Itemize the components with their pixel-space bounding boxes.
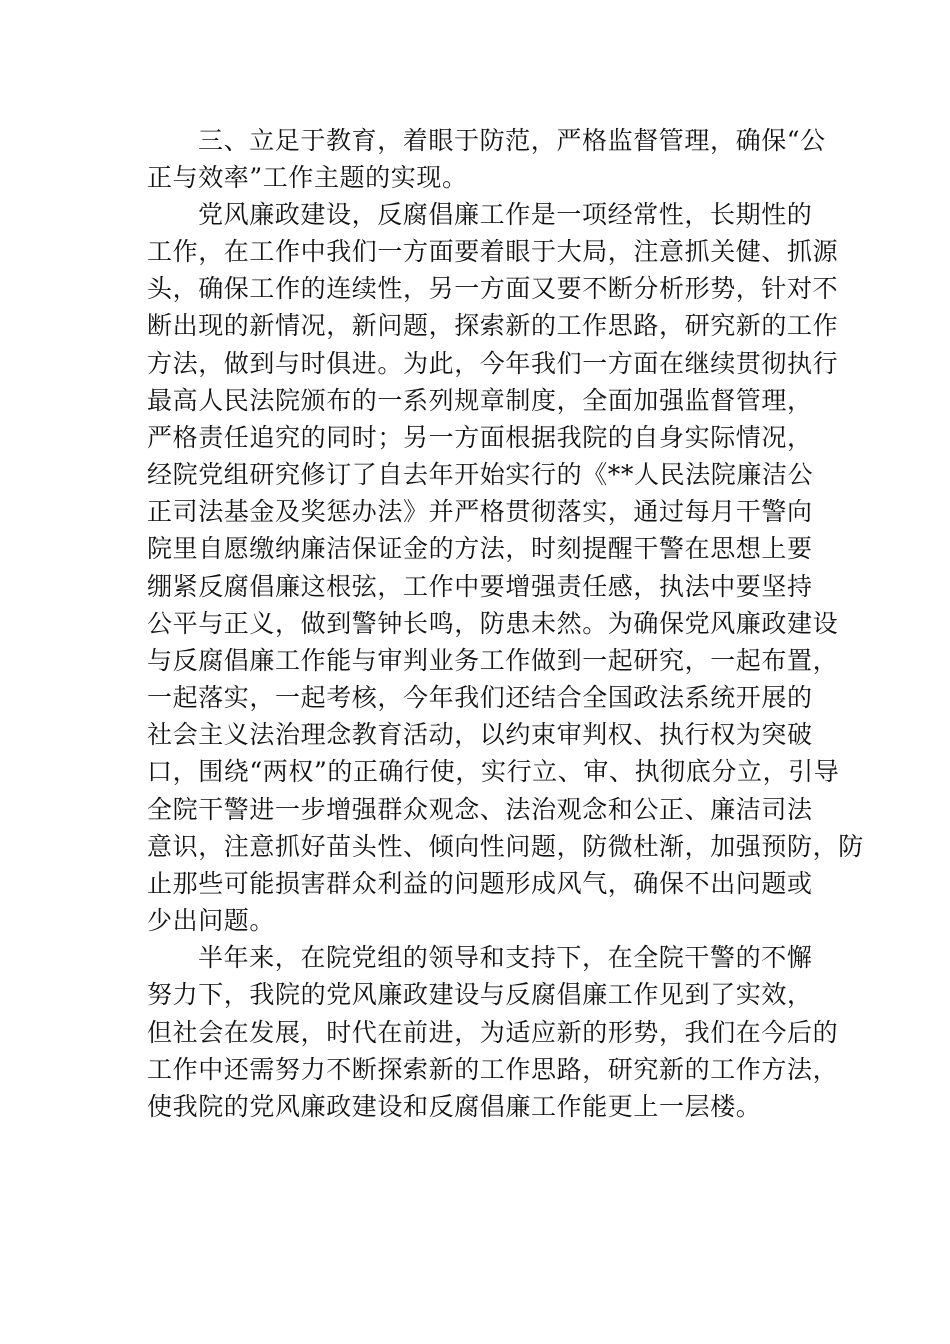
text-line: 工作中还需努力不断探索新的工作思路，研究新的工作方法， (147, 1055, 839, 1084)
text-line: 最高人民法院颁布的一系列规章制度，全面加强监督管理， (147, 386, 813, 415)
text-line: 三、立足于教育，着眼于防范，严格监督管理，确保“公 (198, 126, 826, 155)
text-line: 与反腐倡廉工作能与审判业务工作做到一起研究，一起布置， (147, 646, 839, 675)
text-line: 头，确保工作的连续性，另一方面又要不断分析形势，针对不 (147, 274, 839, 303)
text-line: 意识，注意抓好苗头性、倾向性问题，防微杜渐，加强预防，防 (147, 832, 864, 861)
text-line: 口，围绕“两权”的正确行使，实行立、审、执彻底分立，引导 (147, 757, 840, 786)
text-line: 努力下，我院的党风廉政建设与反腐倡廉工作见到了实效， (147, 980, 813, 1009)
text-line: 公平与正义，做到警钟长鸣，防患未然。为确保党风廉政建设 (147, 609, 839, 638)
text-line: 正司法基金及奖惩办法》并严格贯彻落实，通过每月干警向 (147, 497, 813, 526)
text-line: 全院干警进一步增强群众观念、法治观念和公正、廉洁司法 (147, 795, 813, 824)
text-line: 工作，在工作中我们一方面要着眼于大局，注意抓关健、抓源 (147, 237, 839, 266)
text-line: 半年来，在院党组的领导和支持下，在全院干警的不懈 (198, 943, 813, 972)
text-line: 一起落实，一起考核，今年我们还结合全国政法系统开展的 (147, 683, 813, 712)
text-line: 方法，做到与时俱进。为此，今年我们一方面在继续贯彻执行 (147, 349, 839, 378)
text-line: 但社会在发展，时代在前进，为适应新的形势，我们在今后的 (147, 1018, 839, 1047)
text-line: 严格责任追究的同时；另一方面根据我院的自身实际情况， (147, 423, 813, 452)
text-line: 党风廉政建设，反腐倡廉工作是一项经常性，长期性的 (198, 200, 813, 229)
text-line: 经院党组研究修订了自去年开始实行的《**人民法院廉洁公 (147, 460, 814, 489)
text-line: 止那些可能损害群众利益的问题形成风气，确保不出问题或 (147, 869, 813, 898)
text-line: 正与效率”工作主题的实现。 (147, 163, 468, 192)
text-line: 绷紧反腐倡廉这根弦，工作中要增强责任感，执法中要坚持 (147, 572, 813, 601)
text-line: 社会主义法治理念教育活动，以约束审判权、执行权为突破 (147, 720, 813, 749)
text-line: 少出问题。 (147, 906, 276, 935)
text-line: 院里自愿缴纳廉洁保证金的方法，时刻提醒干警在思想上要 (147, 534, 813, 563)
text-line: 断出现的新情况，新问题，探索新的工作思路，研究新的工作 (147, 311, 839, 340)
text-line: 使我院的党风廉政建设和反腐倡廉工作能更上一层楼。 (147, 1092, 762, 1121)
